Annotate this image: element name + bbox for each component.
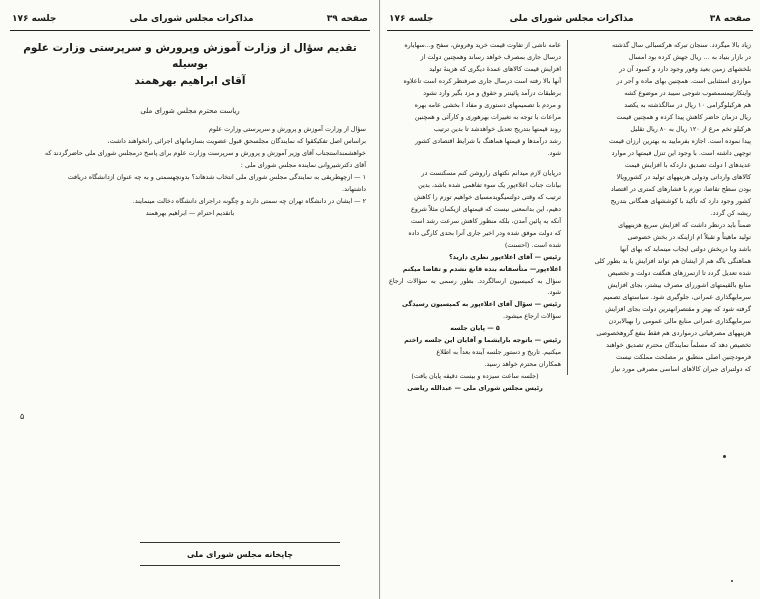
- text-line: ترتیب که وقتی دولتمیگویدمسیای خواهیم تورم را کاهش: [414, 193, 561, 201]
- left-page-number: صفحه ۳۹: [326, 14, 368, 24]
- text-line: سرمایهگذاری عمرانی، جلوگیری شود. سیاستهای تصمیم: [603, 293, 751, 301]
- text-line: تولید ماهیتاً و تقبلاً ام ازاینکه در بخش خصوصی: [627, 233, 751, 241]
- text-line: تخصیص دهد که مسلماً نمایندگان محترم تصدیق خواهند: [606, 341, 751, 349]
- text-line: درپایان لازم میدانم نکتهای راروشن کنم مسکنست در: [421, 169, 561, 177]
- text-line: گرفته شود که بهتر و مقتصرانهترین دولت بجای افزایش: [605, 305, 751, 313]
- text-line: بیانات جناب اعلاءپور یک سوء تفاهمی شده باشد، بدین: [418, 181, 561, 189]
- text-line: سؤالات ارجاع میشود.: [503, 312, 561, 320]
- question-body-2: خواهشمنداستجناب آقای وزیر آموزش و پرورش و سرپرست وزارت علوم برای پاسخ درمجلس شورای ملی حاضرگردند که: [44, 149, 366, 157]
- text-line: برطبقات درآمد پائینتر و حقوق و مزد بگیر وارد نشود: [423, 89, 561, 97]
- right-page-header-title: مذاکرات مجلس شورای ملی: [509, 14, 634, 24]
- text-line: روند قیمتها بتدریج تعدیل خواهدشد تا بدین ترتیب: [433, 125, 561, 133]
- text-line: پیدا نموده است. اجازه بفرمایید به بهترین ارزان قیمت: [609, 137, 751, 145]
- question-item-1-cont: داشتهاند.: [342, 185, 366, 193]
- text-line: شده تعدیل گردد تا ازتمرزهای هنگفت دولت و تخصیص: [607, 269, 751, 277]
- text-line: شود.: [547, 149, 561, 157]
- left-page-header: [12, 10, 368, 28]
- scan-speck: [723, 455, 726, 458]
- text-line: رشد درآمدها و قیمتها هماهنگ با شرایط اقتصادی کشور: [415, 137, 561, 145]
- addressee: ریاست محترم مجلس شورای ملی: [140, 107, 240, 115]
- question-title-name: آقای ابراهیم بهرهمند: [134, 75, 246, 87]
- text-line: هماهنگی باگه هم از ایشان هم تواند افزایش یا بد بطور کلی: [594, 257, 751, 265]
- left-page-session: جلسه ۱۷۶: [12, 14, 57, 24]
- text-line: درسال جاری بمصرف خواهد رساند وهمچنین دولت از: [420, 53, 561, 61]
- question-body-1: براساس اصل تفکیکقوا که نمایندگان مجلسحق قبول عضویت بسازمانهای اجرائی رانخواهند داشت،: [107, 137, 366, 145]
- right-page-header: [389, 10, 751, 28]
- text-line: کشور وجود دارد که تأکید با کوششهای همگانی بتدریج: [610, 197, 751, 205]
- text-line: سرمایهگذاری عمرانی منابع مالی عمومی را بهبالابردن: [608, 317, 751, 325]
- question-section: [14, 40, 366, 220]
- text-line: منابع بالقیمتهای اشوررای مصرف بیشتر، بجای افزایش: [607, 281, 751, 289]
- text-line: هرکیلو تخم مرغ از ۱۲۰ ریال به ۸۰ ریال تقلیل: [630, 125, 751, 133]
- text-line: ریال دزمان حاضر کاهش پیدا کرده و همچنین قیمت: [616, 113, 751, 121]
- text-line: بلخشهای زمین بعید وفور وجود دارد و کمبود آن در: [619, 65, 751, 73]
- text-line: واینکارتیمسمصوب شوجی سیبد در موضوع کشه: [624, 89, 751, 97]
- speaker-line: اعلاءپور— متأسفانه بنده قانع نشدم و تقاضا میکنم: [402, 265, 561, 273]
- text-line: همکاران محترم خواهد رسید.: [484, 360, 561, 368]
- text-line: زیاد بالا میگردد. سنجان تبرکه هرکسبالی سال گذشته: [612, 41, 751, 49]
- text-line: فرمودچنین اصلی منطبق بر مصلحت مملکت نیست: [615, 353, 751, 361]
- text-line: ضمناً باید درنظر داشت که افزایش سریع هزینههای: [618, 221, 751, 229]
- text-line: کالاهای وارداتی ودولی هزینههای تولید در کشورویالا: [616, 173, 751, 181]
- text-line: هزینههای مصرفیاتی درمواردی هم فقط بنفع گروهخصوصی: [596, 329, 751, 337]
- text-line: مواردی استثنایی است. همچنین بهای ماده و آجر در: [616, 77, 751, 85]
- right-page: [381, 0, 760, 599]
- text-line: باشد ویا دربخش دولتی ایجاب مینماید که بهای آنها: [620, 245, 751, 253]
- question-item-2: ۲ — ایشان در دانشگاه تهران چه سمتی دارند و چگونه دراجرای دانشگاه دخالت مینمایند.: [132, 197, 366, 205]
- text-line: عدیدهای ا دولت تصدیق داردکه با افزایش قیمت: [624, 161, 751, 169]
- president-signature: رئیس مجلس شورای ملی — عبدالله ریاضی: [407, 384, 543, 392]
- text-line: که دولتبرای جبران کالاهای اساسی مصرفی مورد نیاز: [611, 365, 751, 373]
- right-page-column-right: [573, 40, 751, 376]
- column-divider: [567, 40, 568, 375]
- left-page-header-title: مذاکرات مجلس شورای ملی: [129, 14, 254, 24]
- right-header-rule: [387, 30, 753, 31]
- text-line: شده است. (احسنت): [504, 241, 561, 249]
- right-page-column-left: [389, 40, 561, 395]
- session-end-note: (جلسه ساعت سیزده و بیست دقیقه پایان یافت): [411, 372, 539, 380]
- text-line: عامه ناشی از تفاوت قیمت خرید وفروش، سفح و...سهایاره: [404, 41, 561, 49]
- text-line: آنها بالا رفته است درسال جاری صرفنظر کرده است تاعلاوه: [403, 77, 561, 85]
- text-line: سؤال به کمیسیون ارسالگردد. بطور رسمی به سؤالات ارجاع شود.: [389, 277, 561, 296]
- section-heading: ۵ — پایان جلسه: [450, 324, 500, 332]
- question-title: تقدیم سؤال از وزارت آموزش وپرورش و سرپرستی وزارت علوم بوسیله: [23, 42, 357, 70]
- text-line: بودن سطح تقاضا، تورم با فشارهای کمتری در اقتصاد: [610, 185, 751, 193]
- page-mark: ۵: [20, 412, 25, 421]
- text-line: توجهی داشته است. با وجود این تنزل فیمتها در موارد: [611, 149, 751, 157]
- speaker-line: رئیس — آقای اعلاءپور نظری دارید؟: [448, 253, 561, 261]
- text-line: آنکه به پائین آمدن، بلکه منظور کاهش سرعت رشد است: [410, 217, 561, 225]
- text-line: و مردم با تصمیمهای دستوری و مفاد ا بخشی عامه بهره: [414, 101, 561, 109]
- left-header-rule: [10, 30, 370, 31]
- question-body-3: آقای دکترشیروانی نماینده مجلس شورای ملی :: [240, 161, 366, 169]
- text-line: که دولت موفق شده ودر اخیر جاری آنرا بحدی کارگی داده: [408, 229, 561, 237]
- text-line: افزایش قیمت کالاهای عمدهٔ دیگری که هزینهٔ تولید: [429, 65, 561, 73]
- text-line: در بازار بنياد به ... ريال جهش کرده بود امسال: [628, 53, 751, 61]
- right-page-session: جلسه ۱۷۶: [389, 14, 434, 24]
- question-item-1: ۱ — ازچهطریقی به نمایندگی مجلس شورای ملی انتخاب شدهاند؟ بدونچهسمتی و به چه عنوان ازدانشگاه دریافت: [67, 173, 366, 181]
- question-signature: باتقدیم احترام — ابراهیم بهرهمند: [145, 209, 235, 217]
- question-subject: سؤال از وزارت آموزش و پرورش و سرپرستی وزارت علوم: [208, 125, 366, 133]
- text-line: ریشه کن گردد.: [710, 209, 751, 217]
- speaker-line: رئیس — سؤال آقای اعلاءپور به کمیسیون رسیدگی: [401, 300, 561, 308]
- text-line: هم هرکیلوگرامی ۱۰ ریال در سالگذشته به یکصد: [624, 101, 751, 109]
- printer-footer: چاپخانه مجلس شورای ملی: [140, 542, 340, 566]
- speaker-line: رئیس — باتوجه بارایشما و آقایان این جلسه راختم: [404, 336, 561, 344]
- right-page-number: صفحه ۳۸: [709, 14, 751, 24]
- text-line: مراعات با توجه به تغییرات بهرهوری و کارآئی و همچنین: [414, 113, 561, 121]
- text-line: دهیم، این بدانمعنی نیست که قیمتهای ازیکمان مثلاً شروع: [411, 205, 561, 213]
- scan-speck: [731, 580, 733, 582]
- text-line: میکنیم. تاریخ و دستور جلسه آینده بعداً به اطلاع: [436, 348, 561, 356]
